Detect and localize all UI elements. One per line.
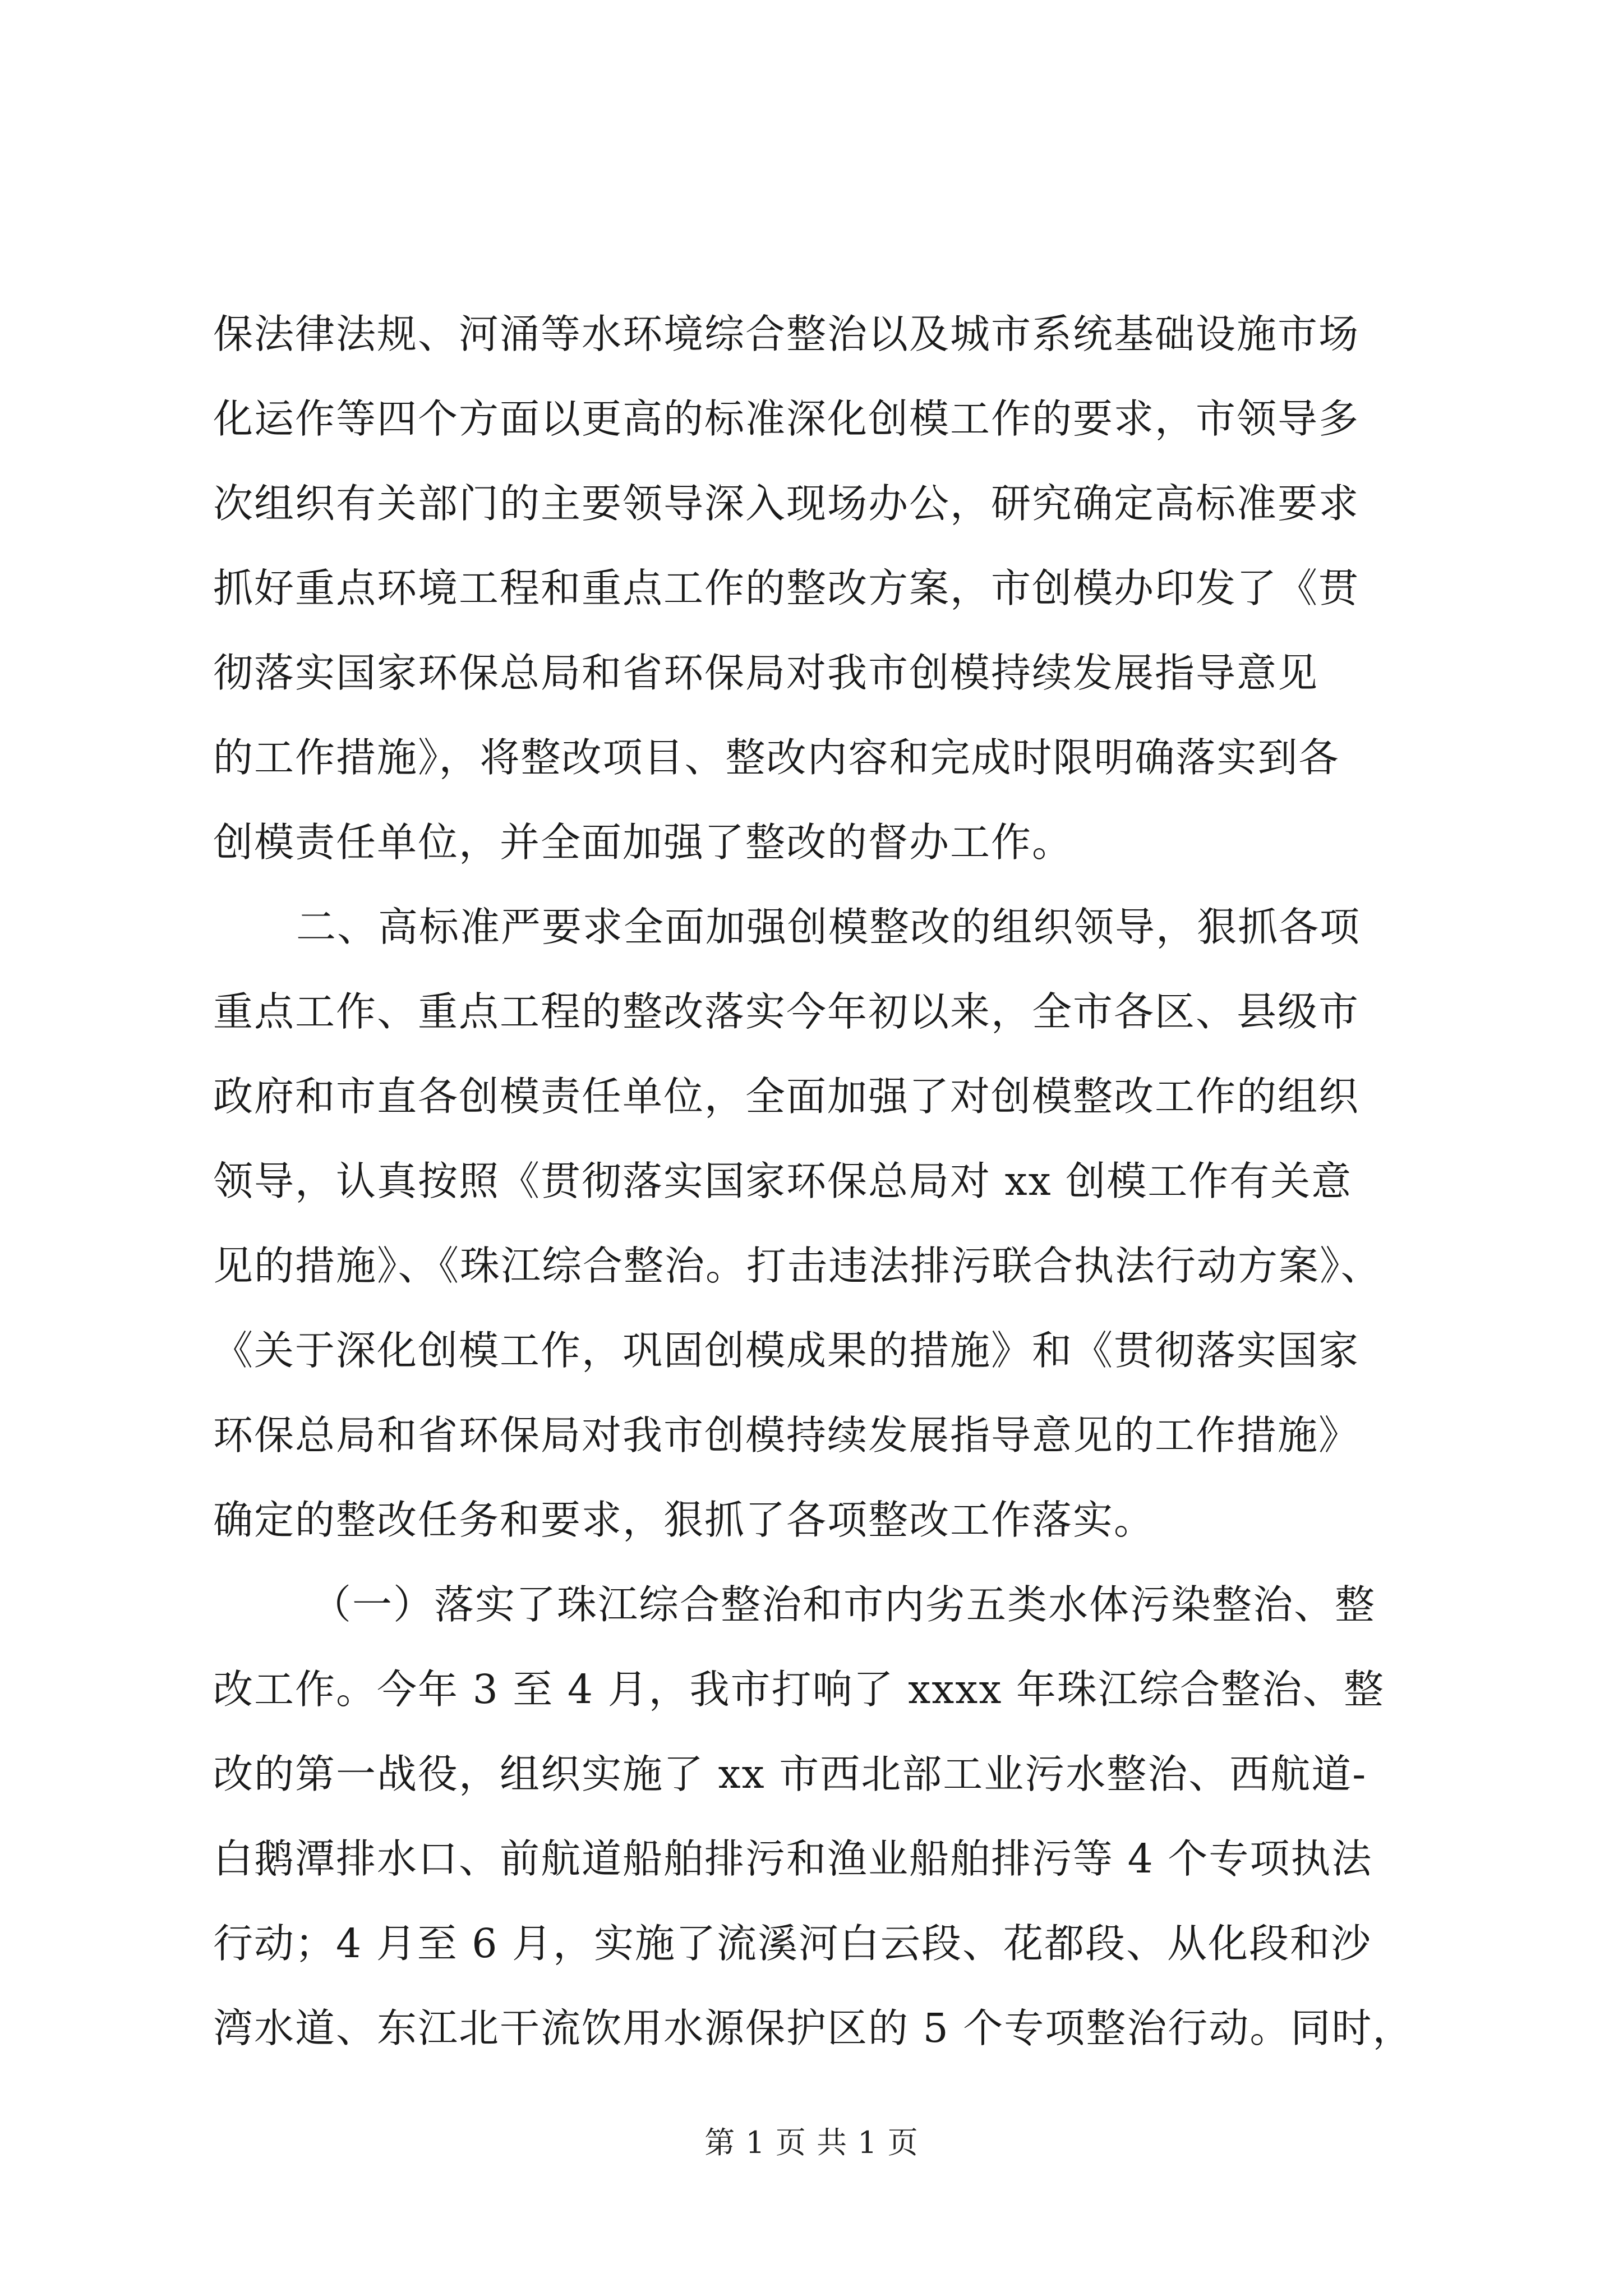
text-line: 行动；4 月至 6 月，实施了流溪河白云段、花都段、从化段和沙 [213, 1920, 1372, 1967]
text-line: 保法律法规、河涌等水环境综合整治以及城市系统基础设施市场 [213, 311, 1360, 357]
text-line: 彻落实国家环保总局和省环保局对我市创模持续发展指导意见 [213, 650, 1319, 696]
text-line: 环保总局和省环保局对我市创模持续发展指导意见的工作措施》 [213, 1412, 1360, 1458]
page-footer [0, 2126, 1623, 2160]
page-number-label: 第 1 页 共 1 页 [704, 2125, 919, 2160]
text-line: 的工作措施》，将整改项目、整改内容和完成时限明确落实到各 [213, 734, 1340, 781]
text-line: 改工作。今年 3 至 4 月，我市打响了 xxxx 年珠江综合整治、整 [213, 1666, 1385, 1713]
document-body [213, 292, 1413, 2070]
text-line: 确定的整改任务和要求，狠抓了各项整改工作落实。 [213, 1497, 1155, 1543]
text-line: 次组织有关部门的主要领导深入现场办公，研究确定高标准要求 [213, 480, 1360, 527]
text-line: 白鹅潭排水口、前航道船舶排污和渔业船舶排污等 4 个专项执法 [213, 1835, 1373, 1882]
text-line: 《关于深化创模工作，巩固创模成果的措施》和《贯彻落实国家 [213, 1327, 1360, 1374]
paragraph-start-line: 二、高标准严要求全面加强创模整改的组织领导，狠抓各项 [296, 904, 1361, 950]
text-line: 创模责任单位，并全面加强了整改的督办工作。 [213, 819, 1073, 866]
paragraph-start-line: （一）落实了珠江综合整治和市内劣五类水体污染整治、整 [311, 1581, 1376, 1628]
text-line: 改的第一战役，组织实施了 xx 市西北部工业污水整治、西航道- [213, 1751, 1367, 1797]
text-line: 政府和市直各创模责任单位，全面加强了对创模整改工作的组织 [213, 1073, 1360, 1120]
text-line: 见的措施》、《珠江综合整治。打击违法排污联合执法行动方案》、 [213, 1243, 1382, 1289]
text-line: 化运作等四个方面以更高的标准深化创模工作的要求，市领导多 [213, 395, 1360, 442]
text-line: 湾水道、东江北干流饮用水源保护区的 5 个专项整治行动。同时， [213, 2005, 1414, 2051]
text-line: 领导，认真按照《贯彻落实国家环保总局对 xx 创模工作有关意 [213, 1158, 1353, 1204]
text-line: 抓好重点环境工程和重点工作的整改方案，市创模办印发了《贯 [213, 565, 1360, 611]
text-line: 重点工作、重点工程的整改落实今年初以来，全市各区、县级市 [213, 988, 1360, 1035]
